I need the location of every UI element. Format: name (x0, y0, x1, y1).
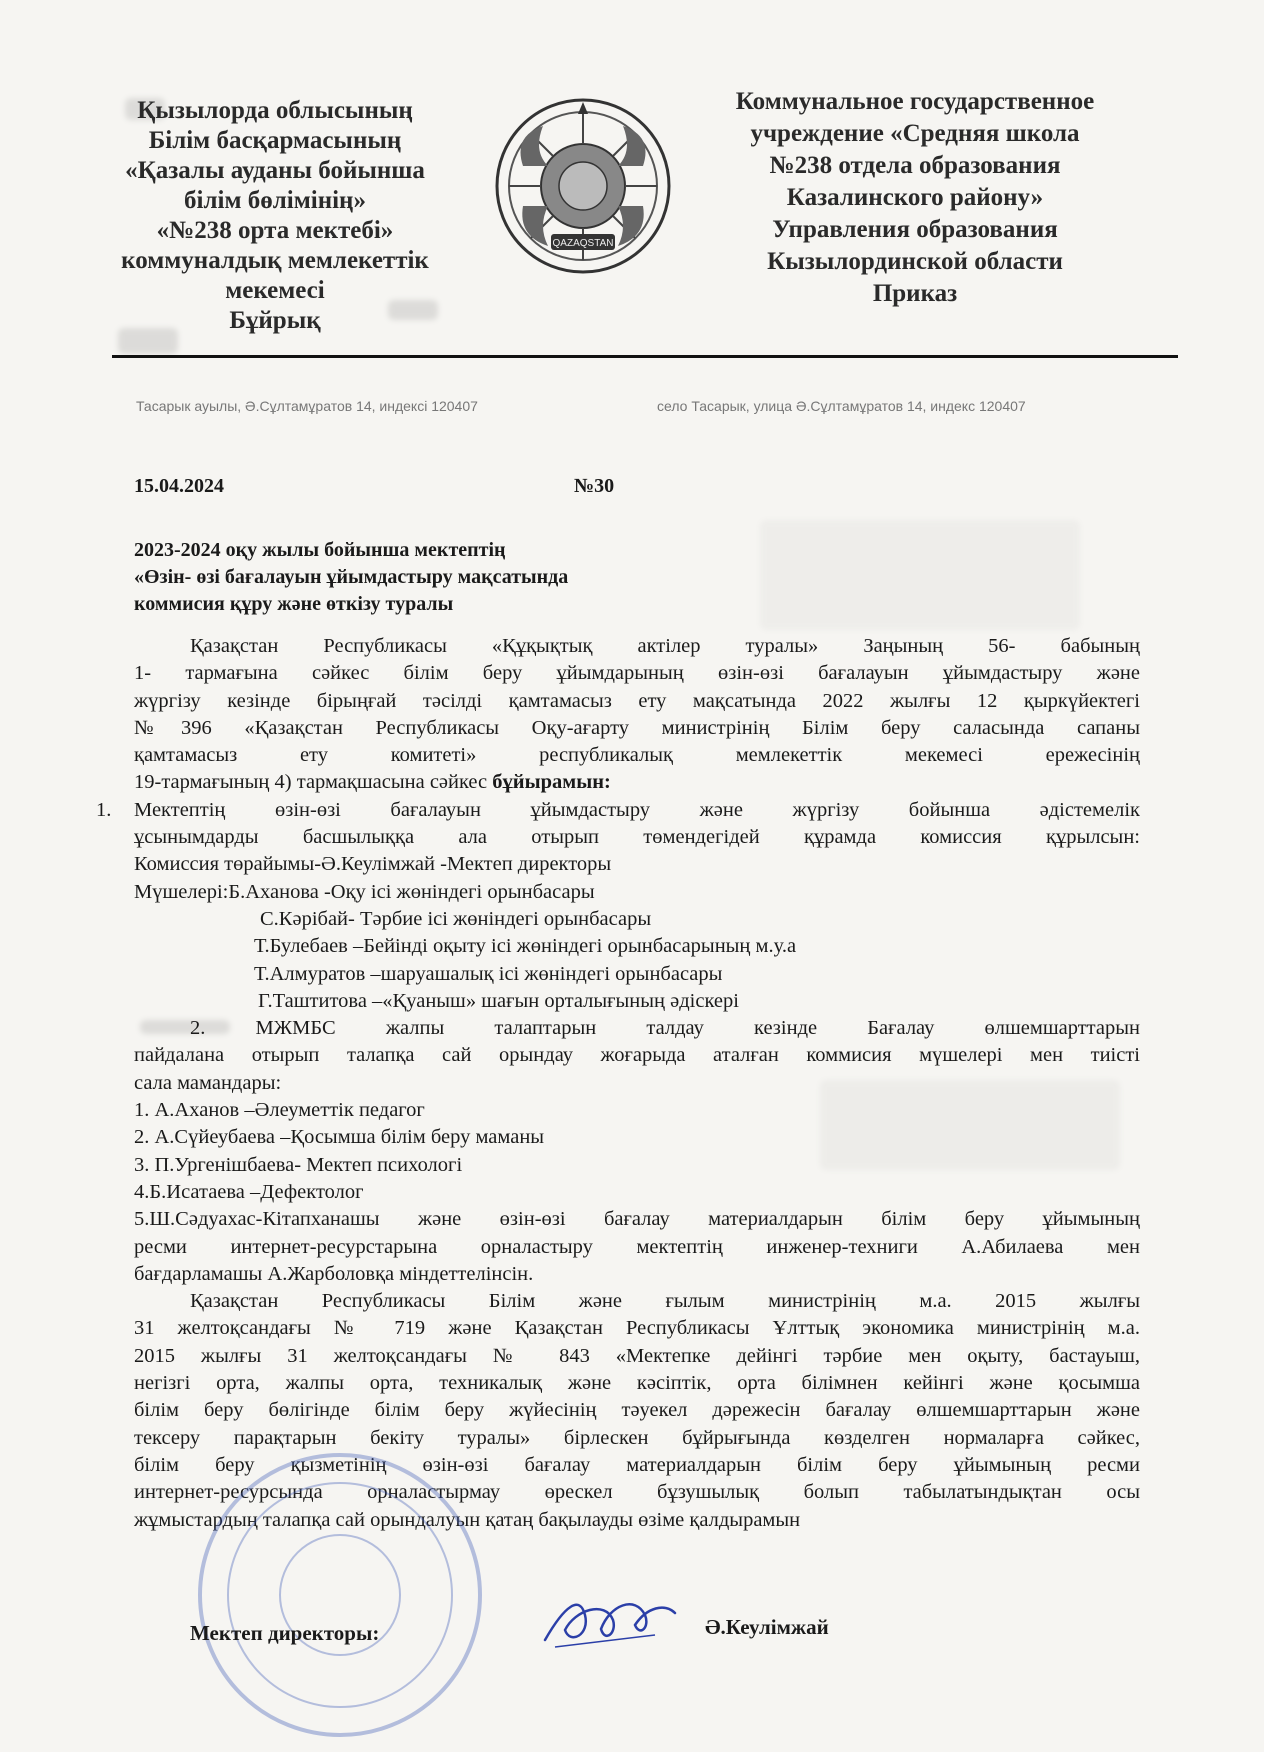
header-right-russian (690, 86, 1140, 310)
specialist-item: 1. А.Аханов –Әлеуметтік педагог (134, 1099, 425, 1122)
header-right-line: Кызылординской области (767, 248, 1063, 275)
header-right-line: учреждение «Средняя школа (750, 120, 1080, 147)
specialist-item-line: бағдарламашы А.Жарболовқа міндеттелінсін. (134, 1262, 534, 1285)
order-title-line: «Өзін- өзі бағалауын ұйымдастыру мақсатында (134, 566, 569, 588)
header-left-kazakh (80, 96, 470, 336)
item1-line: ұсынымдарды басшылыққа ала отырып төмендегідей құрамда комиссия құрылсын: (134, 826, 1140, 849)
order-number: №30 (574, 475, 615, 497)
commission-member: Мүшелері:Б.Аханова -Оқу ісі жөніндегі орынбасары (134, 880, 595, 903)
item3-line: 2015 жылғы 31 желтоқсандағы № 843 «Мектепке дейінгі тәрбие мен оқыту, бастауыш, (134, 1344, 1140, 1367)
header-left-line: білім бөлімінің» (184, 187, 366, 214)
preamble-line: №396 «Қазақстан Республикасы Оқу-ағарту министрінің Білім беру саласында сапаны (134, 716, 1140, 739)
header-left-line: «Қазалы ауданы бойынша (125, 157, 425, 184)
header-left-line: коммуналдық мемлекеттік (121, 247, 429, 274)
item3-line: жұмыстардың талапқа сай орындалуын қатаң бақылауды өзіме қалдырамын (134, 1508, 801, 1531)
item2-line: пайдалана отырып талапқа сай орындау жоғарыда аталған коммисия мүшелері мен тиісті (134, 1044, 1140, 1067)
order-title (134, 537, 568, 618)
specialist-item: 2. А.Сүйеубаева –Қосымша білім беру маманы (134, 1126, 545, 1149)
header-right-line: Управления образования (772, 216, 1058, 243)
order-date: 15.04.2024 (134, 475, 224, 497)
specialist-item: 5.Ш.Сәдуахас-Кітапханашы және өзін-өзі бағалау материалдарын білім беру ұйымының (134, 1208, 1140, 1231)
handwritten-signature-icon (535, 1585, 685, 1655)
preamble-line: 1- тармағына сәйкес білім беру ұйымдарының өзін-өзі бағалауын ұйымдастыру және (134, 662, 1140, 685)
header-right-line: Коммунальное государственное (735, 88, 1095, 115)
order-title-line: 2023-2024 оқу жылы бойынша мектептің (134, 539, 506, 561)
header-left-line: мекемесі (225, 277, 325, 304)
commission-member: Т.Алмуратов –шаруашалық ісі жөніндегі орынбасары (254, 962, 723, 985)
item3-line: 31 желтоқсандағы № 719 және Қазақстан Республикасы Ұлттық экономика министрінің м.а. (134, 1317, 1140, 1340)
preamble-line: Қазақстан Республикасы «Құқықтық актілер туралы» Заңының 56- бабының (190, 635, 1140, 657)
header-right-line: Приказ (872, 280, 958, 307)
address-russian: село Тасарык, улица Ә.Сұлтамұратов 14, индекс 120407 (657, 398, 1026, 414)
specialist-item: 3. П.Ургенішбаева- Мектеп психологі (134, 1153, 463, 1176)
preamble-text: 19-тармағының 4) тармақшасына сәйкес (134, 771, 488, 794)
header-right-line: Казалинского району» (786, 184, 1044, 211)
order-body (96, 633, 1140, 1534)
state-emblem-icon (493, 96, 673, 276)
address-kazakh: Тасарык ауылы, Ә.Сұлтамұратов 14, индексі 120407 (136, 398, 478, 414)
item3-line: Қазақстан Республикасы Білім және ғылым министрінің м.а. 2015 жылғы (190, 1290, 1140, 1313)
specialist-item-line: ресми интернет-ресурстарына орналастыру мектептің инженер-техниги А.Абилаева мен (134, 1235, 1140, 1258)
header-left-line: Білім басқармасының (148, 127, 402, 154)
header-divider (112, 355, 1178, 358)
order-title-line: коммисия құру және өткізу туралы (134, 593, 454, 615)
header-left-line: Бұйрық (229, 307, 321, 334)
commission-member: Г.Таштитова –«Қуаныш» шағын орталығының әдіскері (258, 989, 739, 1012)
item1-marker: 1. (96, 798, 112, 821)
preamble-line: қамтамасыз ету комитеті» республикалық мемлекеттік мекемесі ережесінің (134, 744, 1140, 767)
official-stamp-icon (190, 1445, 490, 1745)
header-left-line: «№238 орта мектебі» (156, 217, 394, 244)
scan-smudge (760, 520, 1080, 630)
emblem-ribbon-text: QAZAQSTAN (552, 238, 614, 249)
item3-line: білім беру бөлігінде білім беру жүйесінің тәуекел дәрежесін бағалау өлшемшарттарын және (134, 1399, 1140, 1422)
item1-line (96, 797, 1140, 824)
item3-line: тексеру парақтарын бекіту туралы» бірлескен бұйрығында көзделген нормаларға сәйкес, (134, 1426, 1140, 1449)
preamble-line: жүргізу кезінде бірыңғай тәсілді қамтамасыз ету мақсатында 2022 жылғы 12 қыркүйектегі (134, 689, 1140, 712)
commission-member: Т.Булебаев –Бейінді оқыту ісі жөніндегі орынбасарының м.у.а (254, 935, 797, 958)
item3-line: білім беру қызметінің өзін-өзі бағалау материалдарын білім беру ұйымының ресми (134, 1453, 1140, 1476)
header-right-line: №238 отдела образования (769, 152, 1061, 179)
item1-text: Мектептің өзін-өзі бағалауын ұйымдастыру және жүргізу бойынша әдістемелік (134, 798, 1140, 821)
signature-label: Мектеп директоры: (190, 1621, 380, 1645)
commission-member: С.Кәрібай- Тәрбие ісі жөніндегі орынбасары (260, 907, 652, 930)
specialist-item: 4.Б.Исатаева –Дефектолог (134, 1180, 364, 1203)
item2-line: 2. МЖМБС жалпы талаптарын талдау кезінде Бағалау өлшемшарттарын (190, 1017, 1140, 1040)
item3-line: негізгі орта, жалпы орта, техникалық және кәсіптік, орта білімнен кейінгі және қосымша (134, 1372, 1140, 1395)
signatory-name: Ә.Кеулімжай (705, 1615, 829, 1639)
commission-chair: Комиссия төрайымы-Ә.Кеулімжай -Мектеп директоры (134, 853, 612, 876)
preamble-last-line (134, 769, 1140, 796)
item3-line: интернет-ресурсында орналастырмау өрескел бұзушылық болып табылатындықтан осы (134, 1481, 1140, 1504)
header-left-line: Қызылорда облысының (137, 97, 413, 124)
item2-line: сала мамандары: (134, 1071, 282, 1094)
preamble-command: бұйырамын: (492, 771, 611, 794)
